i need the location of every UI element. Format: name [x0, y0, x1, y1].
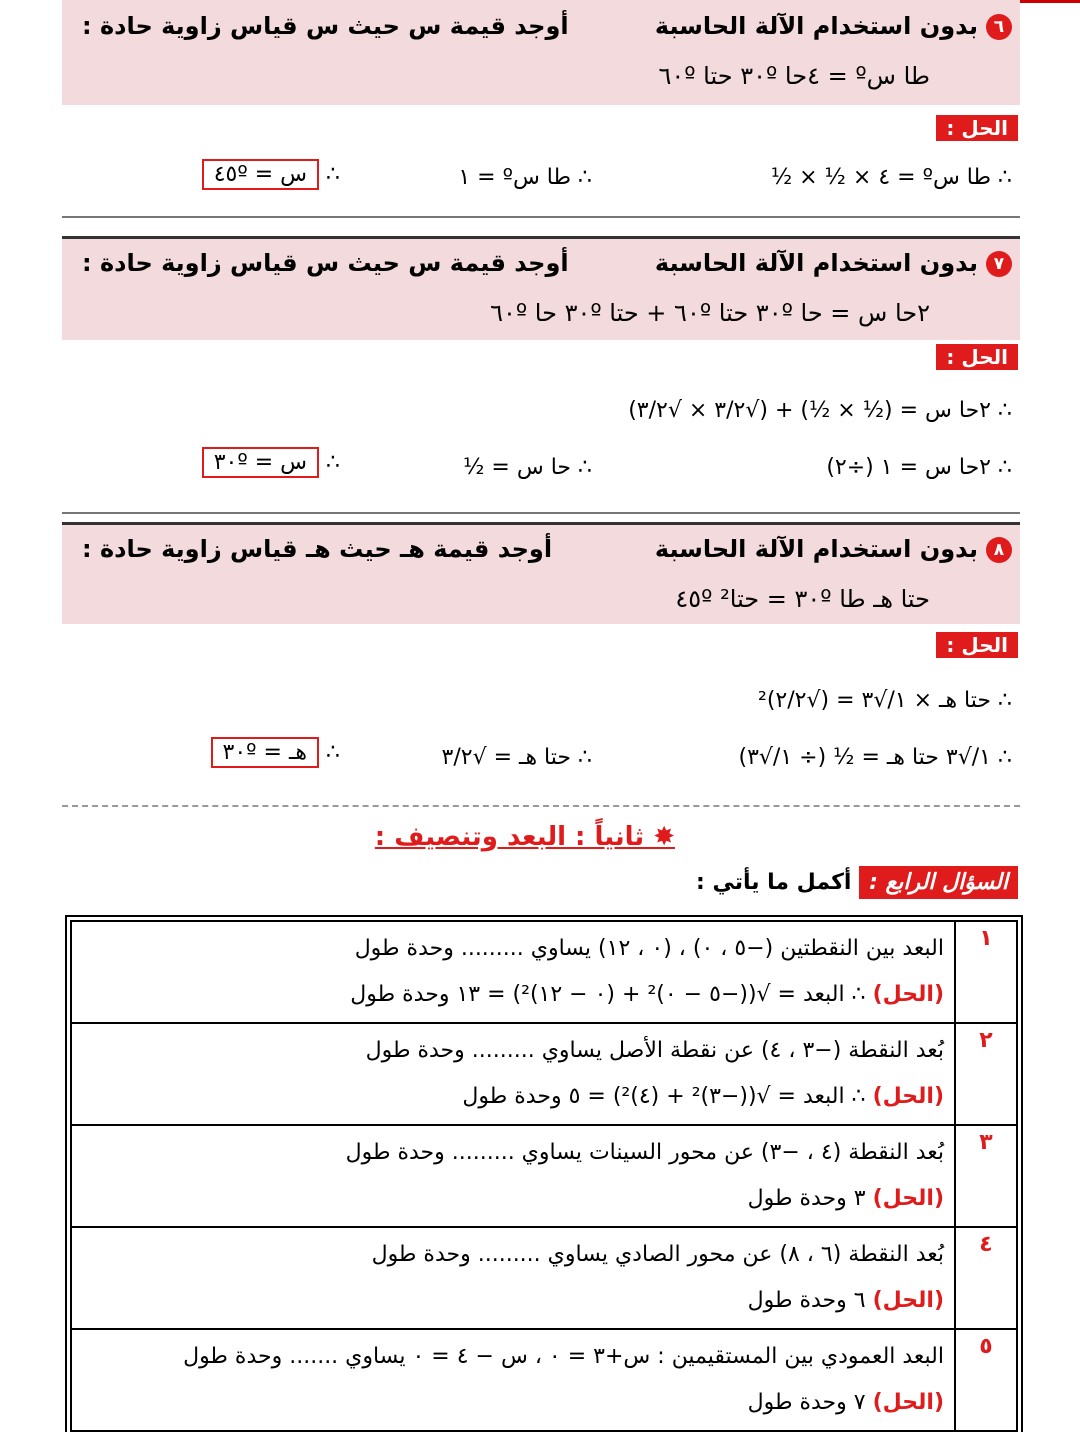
find-text: أوجد قيمة هـ حيث هـ قياس زاوية حادة :	[82, 535, 553, 563]
row-content	[71, 1023, 955, 1125]
header-text: بدون استخدام الآلة الحاسبة	[654, 12, 978, 40]
step: ∴ حتا هـ = √٣/٢	[441, 745, 592, 770]
find-text: أوجد قيمة س حيث س قياس زاوية حادة :	[82, 249, 569, 277]
problem-7-header	[62, 236, 1020, 340]
step: ∴ طا سº = ٤ × ½ × ½	[770, 165, 1012, 190]
section-title: ✸ ثانياً : البعد وتنصيف :	[374, 822, 675, 852]
question-4-heading	[696, 870, 1018, 895]
step: ∴ حا س = ½	[463, 455, 592, 480]
therefore-mark: ∴	[326, 740, 340, 765]
row-solution: ٦ وحدة طول	[747, 1288, 866, 1313]
row-number: ٥	[955, 1329, 1017, 1431]
row-question: بُعد النقطة (−٣ ، ٤) عن نقطة الأصل يساوي ......... وحدة طول	[365, 1038, 944, 1063]
dashed-divider	[62, 805, 1020, 807]
distance-table	[70, 920, 1018, 1432]
divider	[62, 216, 1020, 218]
solution-tag: (الحل)	[872, 982, 944, 1007]
therefore-mark: ∴	[326, 450, 340, 475]
equation: ٢حا س = حا ٣٠º حتا ٦٠º + حتا ٣٠º حا ٦٠º	[490, 299, 930, 327]
row-solution: ∴ البعد = √((−٥ − ٠)² + (٠ − ١٢)²) = ١٣ وحدة طول	[350, 982, 866, 1007]
step: ∴ طا سº = ١	[458, 165, 592, 190]
row-question: بُعد النقطة (٤ ، −٣) عن محور السينات يساوي ......... وحدة طول	[345, 1140, 944, 1165]
find-text: أوجد قيمة س حيث س قياس زاوية حادة :	[82, 12, 569, 40]
table-row	[71, 1023, 1017, 1125]
problem-8-header	[62, 522, 1020, 624]
divider	[62, 512, 1020, 514]
row-question: البعد العمودي بين المستقيمين : س+٣ = ٠ ، س − ٤ = ٠ يساوي ....... وحدة طول	[183, 1344, 944, 1369]
solution-tag: (الحل)	[872, 1288, 944, 1313]
row-question: بُعد النقطة (٦ ، ٨) عن محور الصادي يساوي ......... وحدة طول	[371, 1242, 944, 1267]
header-text: بدون استخدام الآلة الحاسبة	[654, 249, 978, 277]
question-tag: السؤال الرابع :	[859, 866, 1018, 899]
row-solution: ٧ وحدة طول	[747, 1390, 866, 1415]
problem-number: ٦	[986, 14, 1012, 40]
solution-label: الحل :	[936, 115, 1018, 141]
answer-box: هـ = ٣٠º	[211, 737, 319, 768]
table-row	[71, 1329, 1017, 1431]
problem-number: ٨	[986, 537, 1012, 563]
row-number: ١	[955, 921, 1017, 1023]
therefore-mark: ∴	[326, 162, 340, 187]
row-number: ٣	[955, 1125, 1017, 1227]
row-content	[71, 1227, 955, 1329]
row-solution: ∴ البعد = √((−٣)² + (٤)²) = ٥ وحدة طول	[462, 1084, 866, 1109]
row-question: البعد بين النقطتين (−٥ ، ٠) ، (٠ ، ١٢) يساوي ......... وحدة طول	[354, 936, 944, 961]
header-text: بدون استخدام الآلة الحاسبة	[654, 535, 978, 563]
answer-box: س = ٣٠º	[202, 447, 319, 478]
problem-number: ٧	[986, 251, 1012, 277]
solution-label: الحل :	[936, 344, 1018, 370]
table-row	[71, 921, 1017, 1023]
table-row	[71, 1125, 1017, 1227]
answer-box: س = ٤٥º	[202, 159, 319, 190]
row-content	[71, 921, 955, 1023]
question-title: أكمل ما يأتي :	[695, 870, 852, 895]
step: ∴ ١/√٣ حتا هـ = ½ (÷ ١/√٣)	[738, 745, 1012, 770]
row-solution: ٣ وحدة طول	[747, 1186, 866, 1211]
solution-tag: (الحل)	[872, 1084, 944, 1109]
solution-tag: (الحل)	[872, 1186, 944, 1211]
problem-6-header	[62, 0, 1020, 105]
step: ∴ ٢حا س = (½ × ½) + (√٣/٢ × √٣/٢)	[628, 398, 1012, 423]
table-row	[71, 1227, 1017, 1329]
solution-tag: (الحل)	[872, 1390, 944, 1415]
row-content	[71, 1125, 955, 1227]
equation: حتا هـ طا ٣٠º = حتا² ٤٥º	[675, 585, 930, 613]
solution-label: الحل :	[936, 632, 1018, 658]
step: ∴ حتا هـ × ١/√٣ = (√٢/٢)²	[758, 688, 1012, 713]
row-number: ٤	[955, 1227, 1017, 1329]
step: ∴ ٢حا س = ١ (÷٢)	[826, 455, 1012, 480]
equation: طا سº = ٤حا ٣٠º حتا ٦٠º	[658, 62, 930, 90]
row-content	[71, 1329, 955, 1431]
row-number: ٢	[955, 1023, 1017, 1125]
